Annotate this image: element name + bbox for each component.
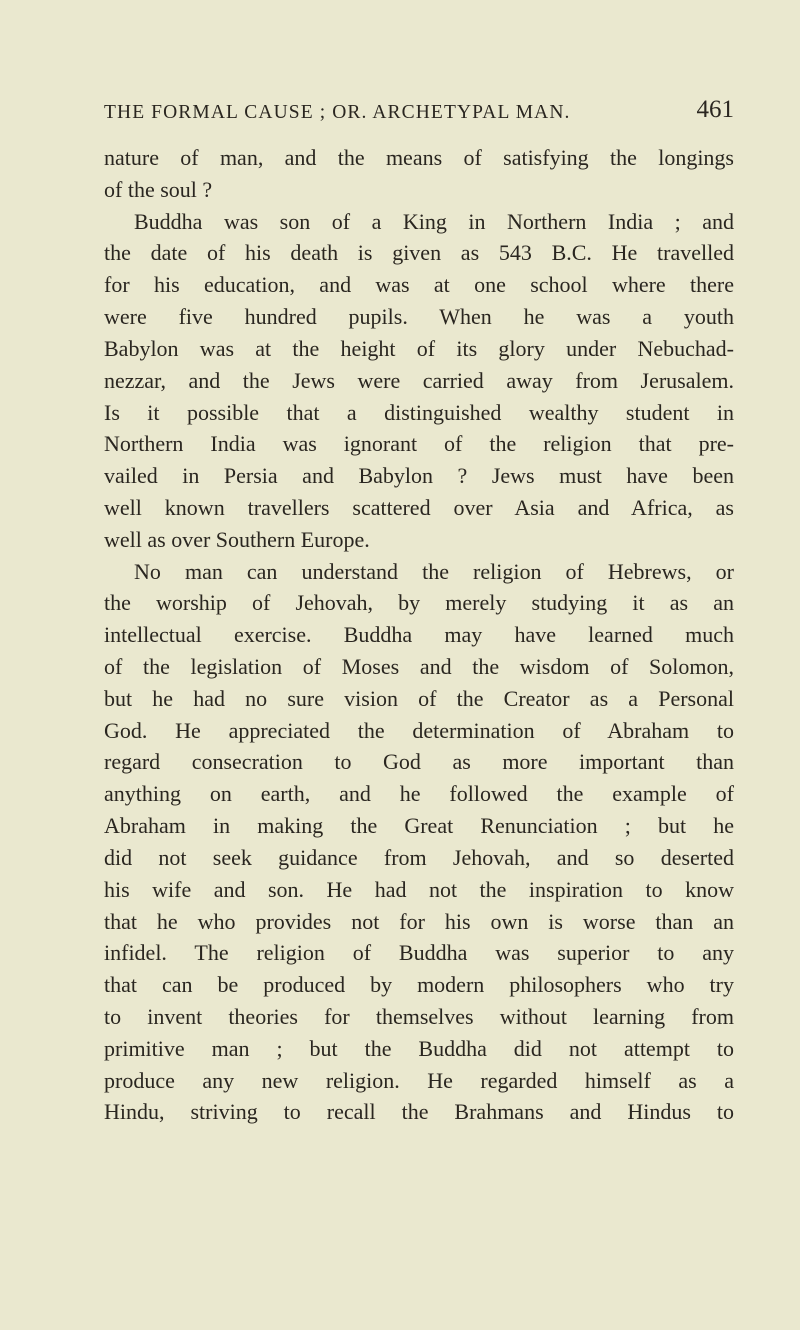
text-line: that he who provides not for his own is worse than an bbox=[104, 908, 734, 934]
text-line: vailed in Persia and Babylon ? Jews must have been bbox=[104, 463, 734, 489]
text-line: well known travellers scattered over Asia and Africa, as bbox=[104, 494, 734, 520]
text-line: of the soul ? bbox=[104, 176, 213, 202]
text-line: Is it possible that a distinguished wealthy student in bbox=[104, 399, 734, 425]
text-line: Buddha was son of a King in Northern India ; and bbox=[134, 208, 734, 234]
text-line: produce any new religion. He regarded himself as a bbox=[104, 1067, 734, 1093]
text-line: of the legislation of Moses and the wisdom of Solomon, bbox=[104, 654, 734, 679]
text-line: but he had no sure vision of the Creator as a Personal bbox=[104, 685, 734, 711]
text-line: No man can understand the religion of Hebrews, or bbox=[134, 558, 734, 584]
text-line: his wife and son. He had not the inspiration to know bbox=[104, 876, 734, 902]
running-title: THE FORMAL CAUSE ; OR. ARCHETYPAL MAN. bbox=[104, 102, 571, 123]
text-line: Babylon was at the height of its glory under Nebuchad- bbox=[104, 335, 734, 361]
text-line: did not seek guidance from Jehovah, and so deserted bbox=[104, 844, 734, 870]
text-line: for his education, and was at one school where there bbox=[104, 272, 734, 298]
text-line: nezzar, and the Jews were carried away from Jerusalem. bbox=[104, 367, 734, 393]
text-line: regard consecration to God as more important than bbox=[104, 749, 734, 775]
text-line: anything on earth, and he followed the example of bbox=[104, 781, 734, 807]
text-line: that can be produced by modern philosophers who try bbox=[104, 972, 734, 998]
text-line: the date of his death is given as 543 B.C. He travelled bbox=[104, 240, 734, 266]
running-head bbox=[104, 96, 734, 130]
body-text bbox=[104, 142, 734, 1128]
text-line: were five hundred pupils. When he was a youth bbox=[104, 304, 734, 330]
text-line: the worship of Jehovah, by merely studying it as an bbox=[104, 590, 734, 616]
text-line: to invent theories for themselves without learning from bbox=[104, 1003, 734, 1029]
text-line: primitive man ; but the Buddha did not attempt to bbox=[104, 1035, 734, 1061]
text-line: intellectual exercise. Buddha may have learned much bbox=[104, 622, 734, 648]
text-line: Northern India was ignorant of the religion that pre- bbox=[104, 431, 734, 457]
text-line: Hindu, striving to recall the Brahmans and Hindus to bbox=[104, 1099, 734, 1125]
text-line: well as over Southern Europe. bbox=[104, 526, 370, 552]
text-line: Abraham in making the Great Renunciation ; but he bbox=[104, 813, 734, 839]
text-line: nature of man, and the means of satisfying the longings bbox=[104, 145, 734, 170]
page-number: 461 bbox=[696, 96, 734, 123]
text-line: God. He appreciated the determination of Abraham to bbox=[104, 717, 734, 743]
text-line: infidel. The religion of Buddha was superior to any bbox=[104, 940, 734, 966]
